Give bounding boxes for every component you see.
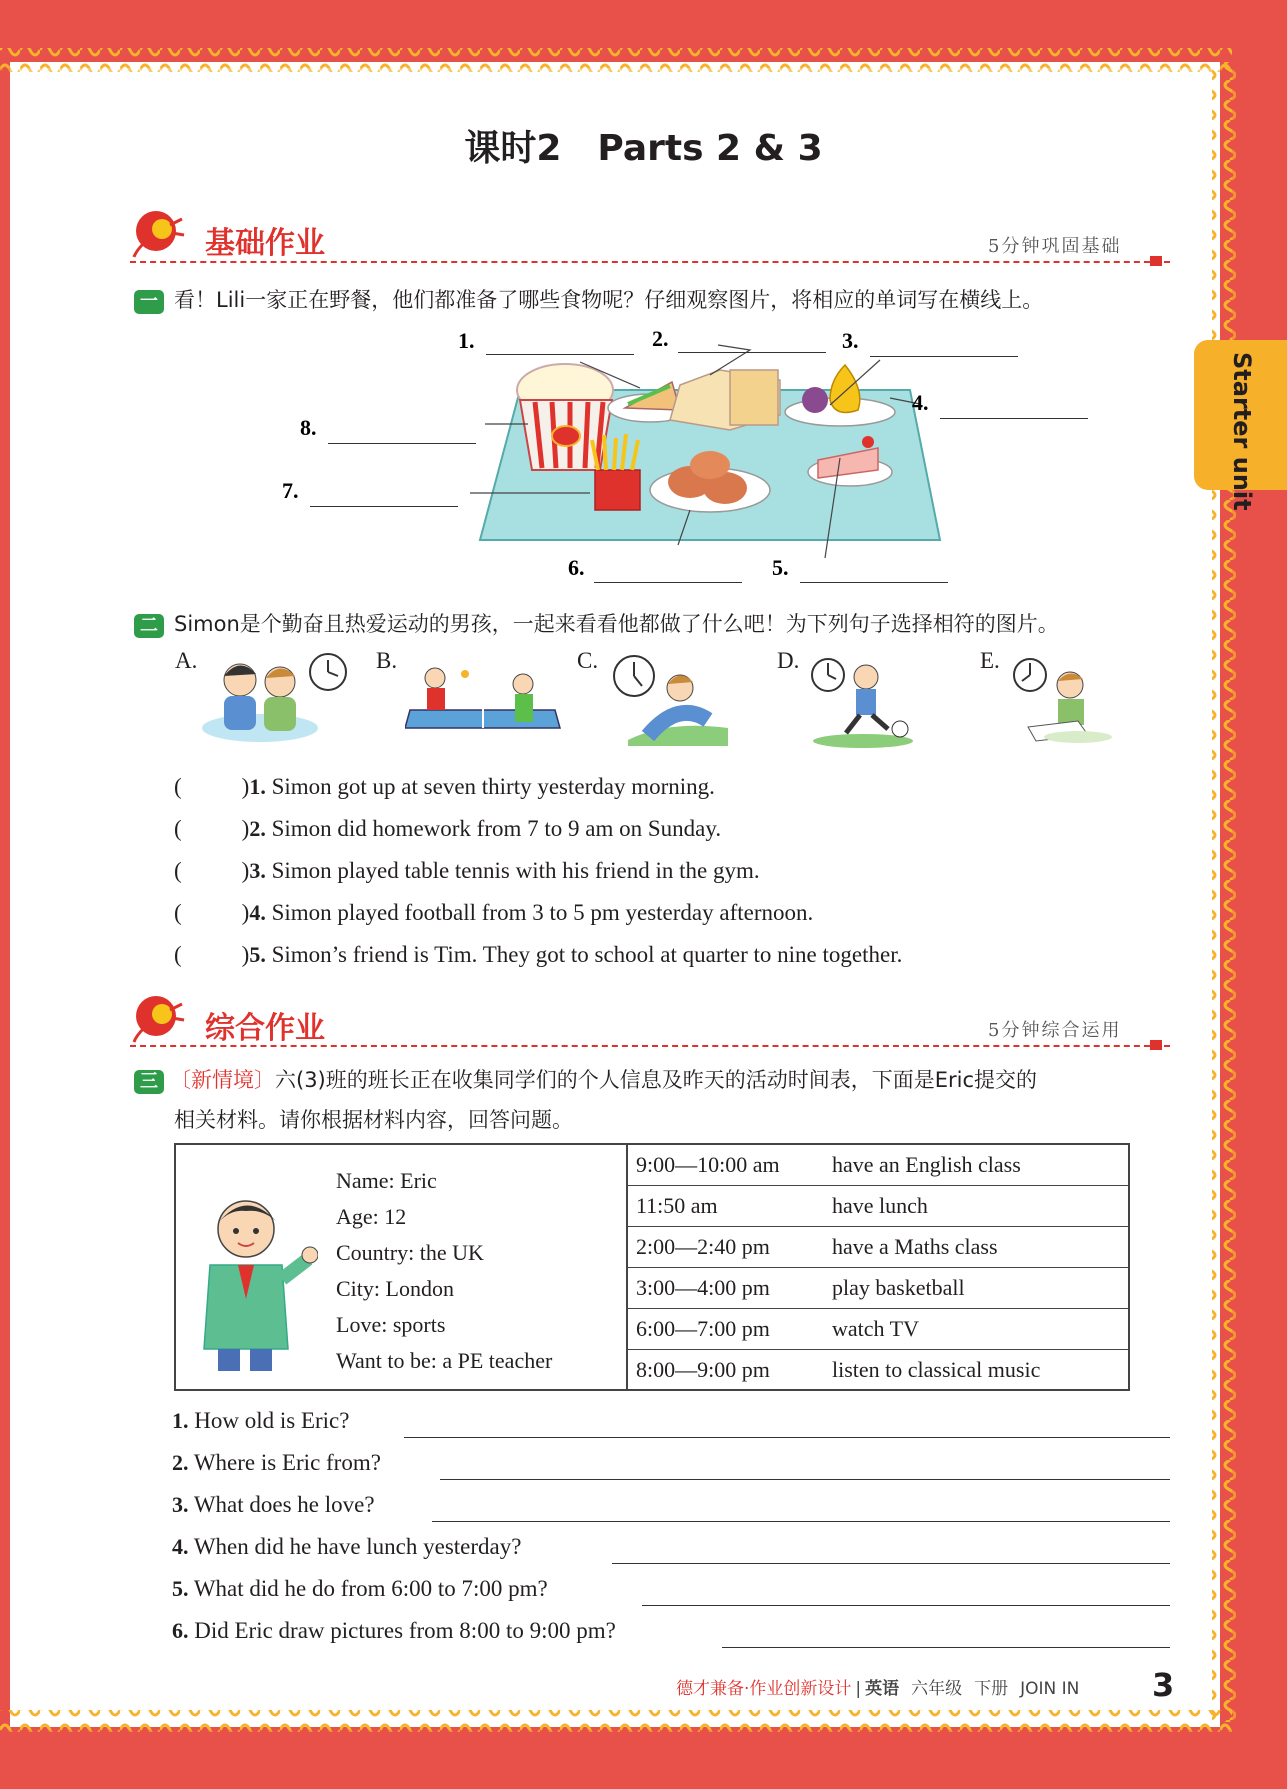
schedule-activity: have lunch xyxy=(824,1186,1130,1227)
option-b-label: B. xyxy=(376,648,398,673)
q2-tag: 二 xyxy=(134,614,164,638)
option-d-picture xyxy=(808,655,918,750)
q1-instruction: 看！Lili一家正在野餐，他们都准备了哪些食物呢？仔细观察图片，将相应的单词写在横线上。 xyxy=(174,288,1044,312)
section2-icon xyxy=(130,992,186,1044)
q3-question-4-num: 4. xyxy=(172,1534,189,1559)
option-e-picture xyxy=(1008,655,1118,750)
q2-item-2 xyxy=(174,816,721,842)
schedule-time: 2:00—2:40 pm xyxy=(628,1227,824,1268)
q2-item-5-num: 5. xyxy=(249,942,266,967)
info-card xyxy=(174,1143,1130,1391)
q2-item-5-text: Simon’s friend is Tim. They got to school at quarter to nine together. xyxy=(271,942,903,967)
q2-item-3-paren-open: ( xyxy=(174,858,182,883)
section1-icon xyxy=(130,207,186,259)
schedule-time: 3:00—4:00 pm xyxy=(628,1268,824,1309)
section2-title: 综合作业 xyxy=(205,1011,325,1046)
q1-blank-7[interactable] xyxy=(310,506,458,507)
q1-blank-5[interactable] xyxy=(800,582,948,583)
profile-name: Name: Eric xyxy=(336,1168,437,1193)
q2-instruction: Simon是个勤奋且热爱运动的男孩，一起来看看他都做了什么吧！为下列句子选择相符的图片。 xyxy=(174,612,1059,636)
q3-question-3-text: What does he love? xyxy=(193,1492,375,1517)
popcorn-picture xyxy=(517,364,613,470)
schedule-activity: listen to classical music xyxy=(832,1357,1041,1382)
q2-item-1 xyxy=(174,774,715,800)
q1-label-3: 3. xyxy=(842,328,859,353)
footer-subject: 英语 xyxy=(865,1679,900,1699)
q3-context-tag: 〔新情境〕 xyxy=(170,1068,275,1092)
q2-item-1-num: 1. xyxy=(249,774,266,799)
profile-country: Country: the UK xyxy=(336,1240,484,1265)
option-c-picture xyxy=(608,650,738,750)
q2-header xyxy=(134,608,1059,638)
option-a-picture xyxy=(200,650,355,745)
schedule-activity: watch TV xyxy=(824,1309,1130,1350)
footer xyxy=(676,1674,1079,1699)
q3-question-6 xyxy=(172,1618,616,1644)
q3-question-6-text: Did Eric draw pictures from 8:00 to 9:00 pm? xyxy=(194,1618,616,1643)
q1-header xyxy=(134,284,1043,314)
q2-item-4-text: Simon played football from 3 to 5 pm yesterday afternoon. xyxy=(271,900,814,925)
profile-age: Age: 12 xyxy=(336,1204,407,1229)
q3-question-2-num: 2. xyxy=(172,1450,189,1475)
q3-instruction-line2: 相关材料。请你根据材料内容，回答问题。 xyxy=(174,1108,573,1132)
side-tab[interactable] xyxy=(1194,340,1287,511)
q3-question-3-num: 3. xyxy=(172,1492,189,1517)
q2-item-3-paren-close: ) xyxy=(241,858,250,883)
section1-divider xyxy=(130,261,1170,263)
q3-question-5-num: 5. xyxy=(172,1576,189,1601)
q2-item-5 xyxy=(174,942,902,968)
q1-blank-8[interactable] xyxy=(328,443,476,444)
q1-blank-4[interactable] xyxy=(940,418,1088,419)
q3-question-1 xyxy=(172,1408,349,1434)
q2-item-2-paren-open: ( xyxy=(174,816,182,841)
schedule-time: 6:00—7:00 pm xyxy=(628,1309,824,1350)
q1-label-5: 5. xyxy=(772,555,789,580)
profile-block xyxy=(336,1163,552,1379)
q2-item-1-paren-open: ( xyxy=(174,774,182,799)
q2-item-5-paren-close: ) xyxy=(241,942,250,967)
q2-item-3-num: 3. xyxy=(249,858,266,883)
q1-label-6: 6. xyxy=(568,555,585,580)
q2-item-1-paren-close: ) xyxy=(241,774,250,799)
q2-item-4-num: 4. xyxy=(249,900,266,925)
q1-blank-3[interactable] xyxy=(870,356,1018,357)
q2-item-3 xyxy=(174,858,760,884)
q2-item-4-paren-open: ( xyxy=(174,900,182,925)
schedule-activity: have an English class xyxy=(824,1145,1130,1186)
q3-instruction-line1: 六(3)班的班长正在收集同学们的个人信息及昨天的活动时间表，下面是Eric提交的 xyxy=(275,1068,1038,1092)
q2-item-2-num: 2. xyxy=(249,816,266,841)
q2-item-5-paren-open: ( xyxy=(174,942,182,967)
schedule-table xyxy=(628,1145,1130,1390)
q1-label-8: 8. xyxy=(300,415,317,440)
q3-question-2-text: Where is Eric from? xyxy=(193,1450,381,1475)
option-e-label: E. xyxy=(980,648,1000,673)
q3-answer-5[interactable] xyxy=(642,1605,1170,1606)
q3-tag: 三 xyxy=(134,1070,164,1094)
q3-question-4-text: When did he have lunch yesterday? xyxy=(193,1534,522,1559)
footer-term: 下册 xyxy=(974,1679,1009,1699)
bread-picture xyxy=(670,370,780,430)
q2-item-1-text: Simon got up at seven thirty yesterday morning. xyxy=(271,774,715,799)
q3-question-5 xyxy=(172,1576,548,1602)
table-row xyxy=(628,1227,1130,1268)
q1-blank-1[interactable] xyxy=(486,354,634,355)
schedule-time: 8:00—9:00 pm xyxy=(636,1357,770,1382)
side-tab-label: Starter unit xyxy=(1228,352,1256,511)
schedule-time: 9:00—10:00 am xyxy=(628,1145,824,1186)
picnic-illustration xyxy=(270,320,1090,590)
schedule-table-wrap xyxy=(626,1145,1130,1389)
section2-divider-end xyxy=(1150,1040,1162,1050)
page-number: 3 xyxy=(1152,1666,1175,1704)
footer-grade: 六年级 xyxy=(911,1679,963,1699)
footer-sep: | xyxy=(855,1679,862,1699)
table-row xyxy=(628,1309,1130,1350)
schedule-time: 11:50 am xyxy=(628,1186,824,1227)
q3-answer-3[interactable] xyxy=(432,1521,1170,1522)
option-c-label: C. xyxy=(577,648,599,673)
lesson-title: 课时2 Parts 2 & 3 xyxy=(464,128,823,169)
option-b-picture xyxy=(405,660,565,745)
q1-tag: 一 xyxy=(134,290,164,314)
footer-edition: JOIN IN xyxy=(1020,1679,1080,1699)
q3-question-5-text: What did he do from 6:00 to 7:00 pm? xyxy=(193,1576,548,1601)
q3-header xyxy=(134,1064,1037,1094)
schedule-activity: have a Maths class xyxy=(824,1227,1130,1268)
q1-blank-2[interactable] xyxy=(678,352,826,353)
section1-divider-end xyxy=(1150,256,1162,266)
q1-label-2: 2. xyxy=(652,326,669,351)
profile-love: Love: sports xyxy=(336,1312,446,1337)
q3-answer-4[interactable] xyxy=(612,1563,1170,1564)
section1-title: 基础作业 xyxy=(205,226,325,261)
q1-label-7: 7. xyxy=(282,478,299,503)
option-a-label: A. xyxy=(175,648,198,673)
q2-item-2-text: Simon did homework from 7 to 9 am on Sunday. xyxy=(271,816,722,841)
section2-divider xyxy=(130,1045,1170,1047)
q1-label-1: 1. xyxy=(458,328,475,353)
q1-label-4: 4. xyxy=(912,390,929,415)
profile-city: City: London xyxy=(336,1276,454,1301)
q3-answer-1[interactable] xyxy=(404,1437,1170,1438)
q3-answer-2[interactable] xyxy=(440,1479,1170,1480)
section2-subtitle: 5分钟综合运用 xyxy=(988,1020,1122,1041)
option-d-label: D. xyxy=(777,648,800,673)
q3-question-3 xyxy=(172,1492,375,1518)
q1-blank-6[interactable] xyxy=(594,582,742,583)
profile-want: Want to be: a PE teacher xyxy=(336,1348,553,1373)
q3-question-6-num: 6. xyxy=(172,1618,189,1643)
q3-question-2 xyxy=(172,1450,381,1476)
section1-subtitle: 5分钟巩固基础 xyxy=(988,236,1122,257)
q3-answer-6[interactable] xyxy=(722,1647,1170,1648)
footer-brand: 德才兼备·作业创新设计 xyxy=(676,1679,852,1699)
table-row xyxy=(628,1145,1130,1186)
eric-picture xyxy=(188,1189,318,1379)
table-row xyxy=(628,1268,1130,1309)
q3-question-1-text: How old is Eric? xyxy=(194,1408,350,1433)
q2-item-3-text: Simon played table tennis with his friend in the gym. xyxy=(271,858,760,883)
q3-question-4 xyxy=(172,1534,521,1560)
q2-item-4 xyxy=(174,900,813,926)
q2-item-2-paren-close: ) xyxy=(241,816,250,841)
table-row xyxy=(628,1350,1130,1391)
q2-item-4-paren-close: ) xyxy=(241,900,250,925)
table-row xyxy=(628,1186,1130,1227)
q3-question-1-num: 1. xyxy=(172,1408,189,1433)
schedule-activity: play basketball xyxy=(824,1268,1130,1309)
